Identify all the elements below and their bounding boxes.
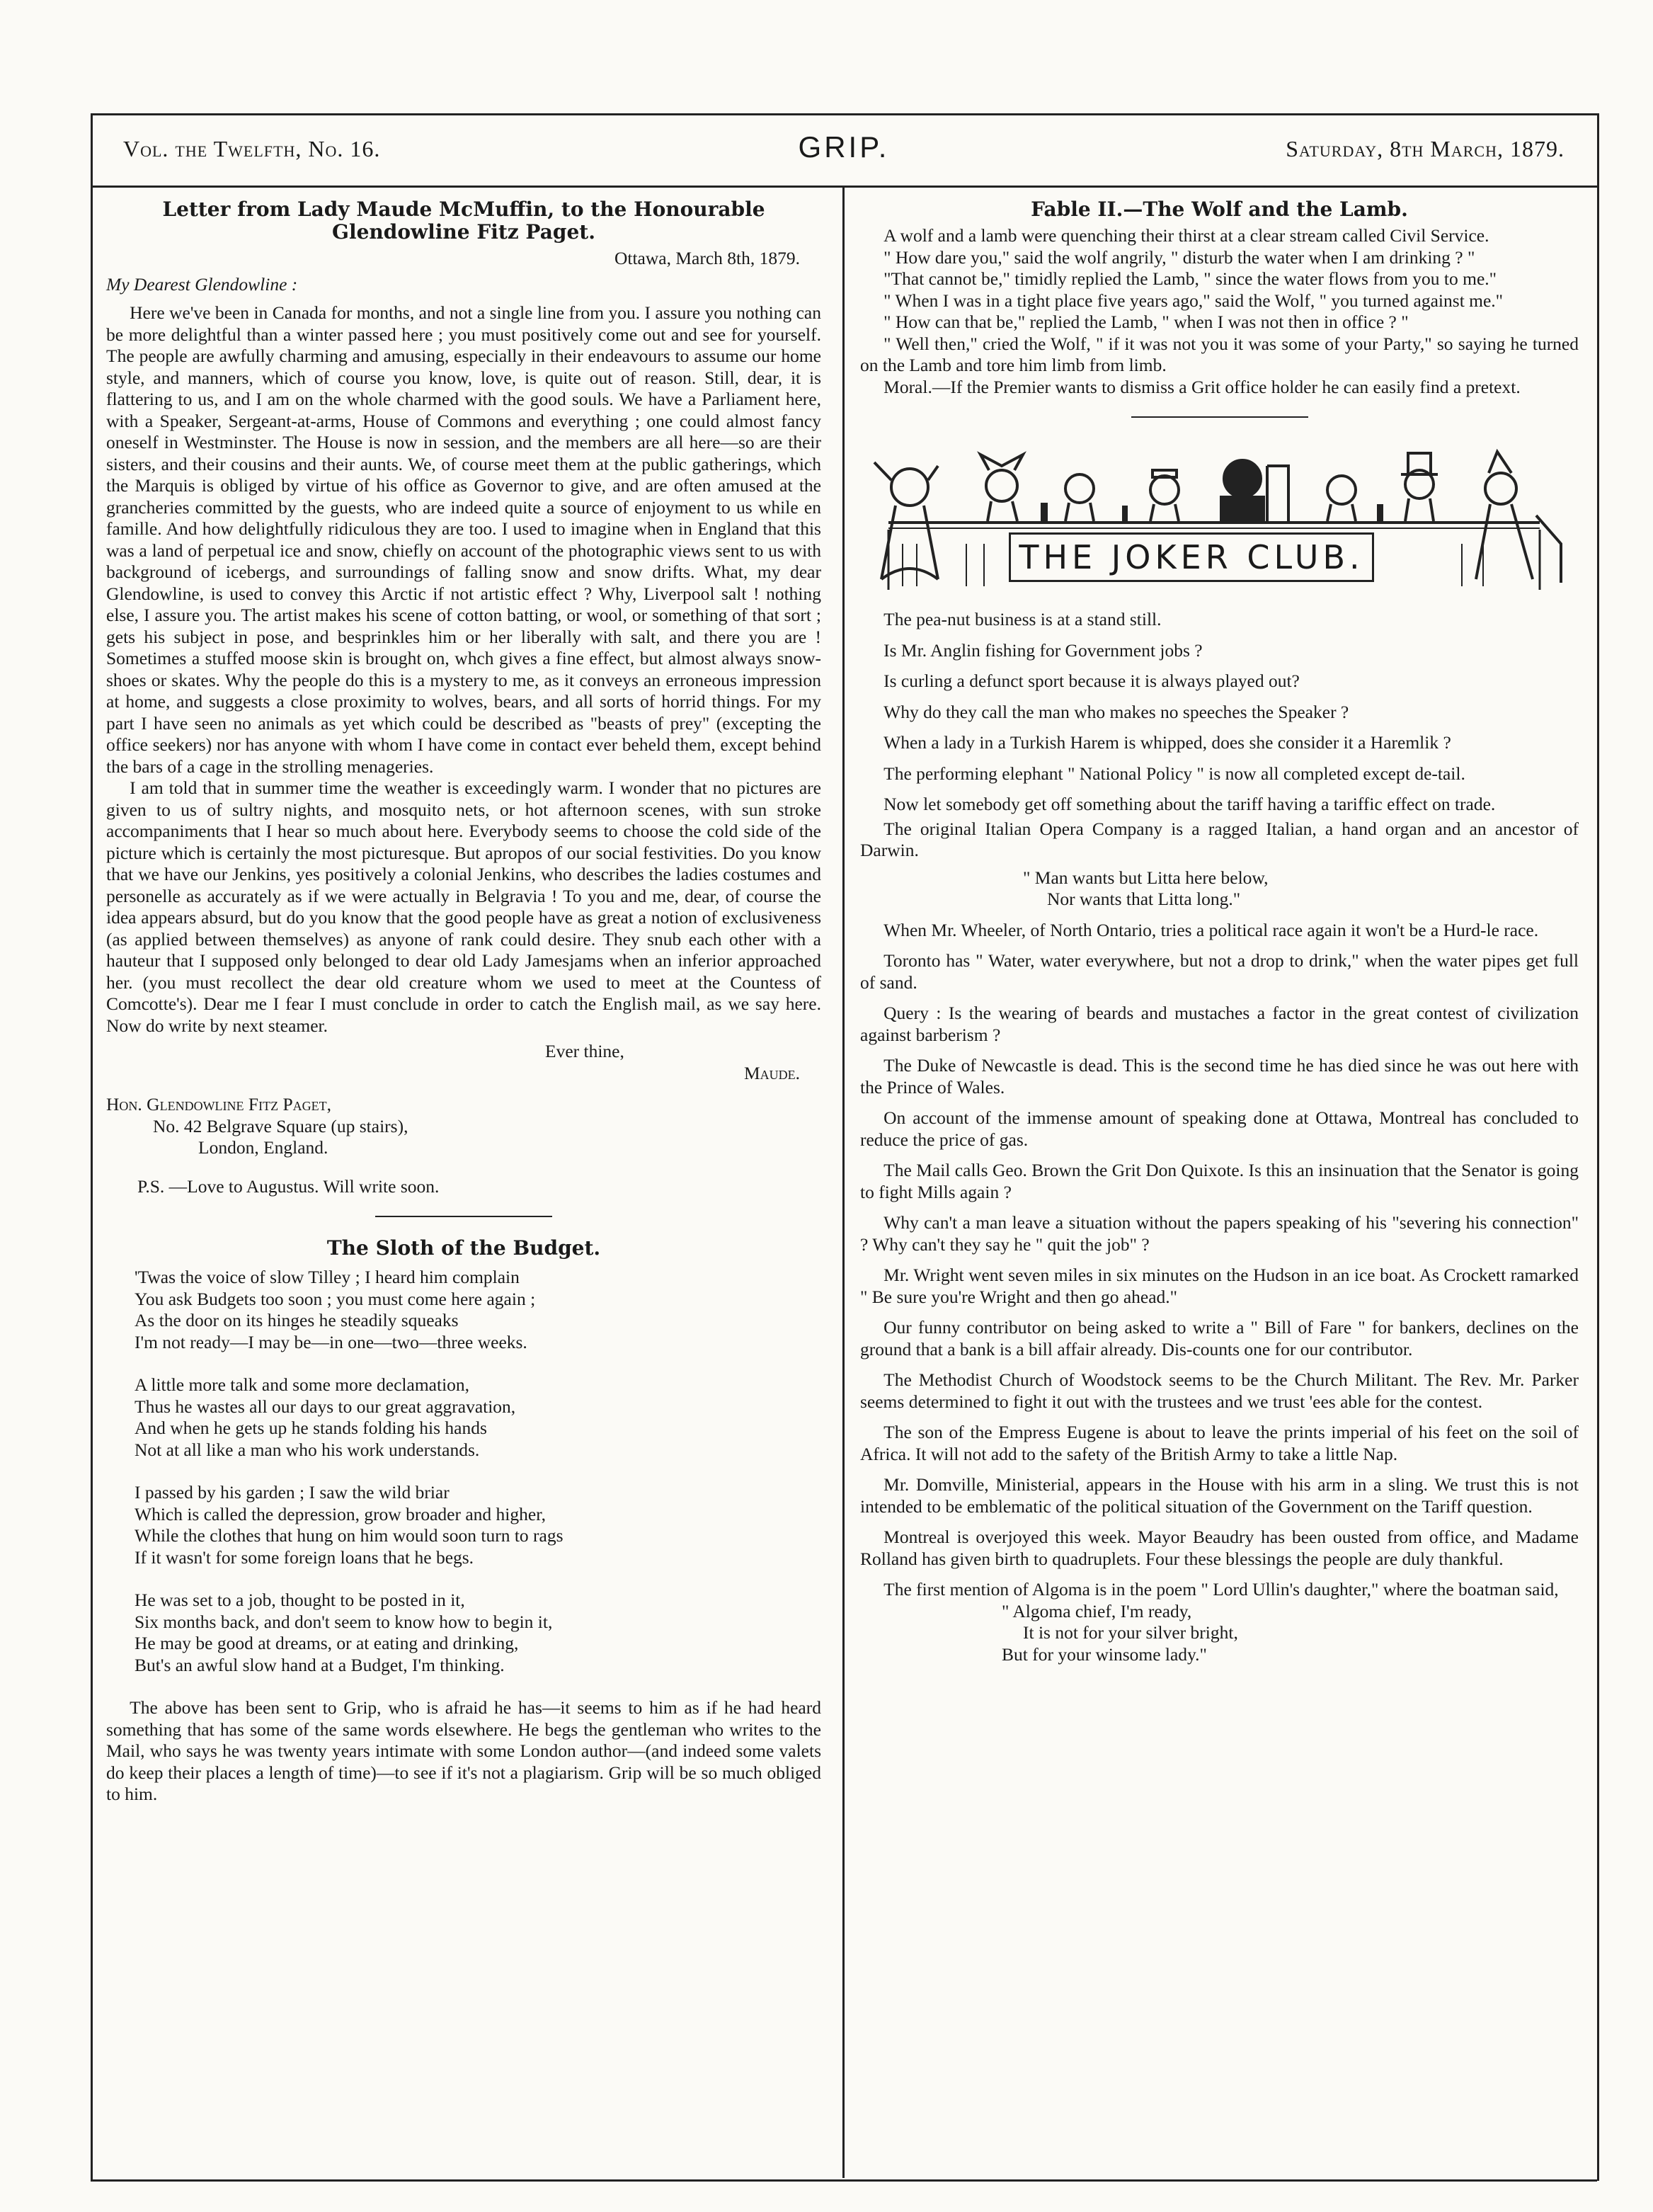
bottom-rule xyxy=(91,2179,1597,2182)
letter-signature: Maude. xyxy=(743,1062,800,1083)
joke-item: The pea-nut business is at a stand still. xyxy=(883,609,1162,629)
joke-item: The original Italian Opera Company is a ragged Italian, a hand organ and an ancestor of Darwin. xyxy=(860,818,1579,860)
left-column xyxy=(106,198,821,1806)
fable-paragraph: " When I was in a tight place five years ago," said the Wolf, " you turned against me." xyxy=(883,290,1504,311)
poem-line: Not at all like a man who his work understands. xyxy=(135,1439,480,1460)
sloth-title: The Sloth of the Budget. xyxy=(326,1236,601,1260)
volume-number: Vol. the Twelfth, No. 16. xyxy=(123,136,381,161)
poem-line: If it wasn't for some foreign loans that he begs. xyxy=(135,1546,474,1568)
poem-line: I passed by his garden ; I saw the wild briar xyxy=(135,1482,450,1503)
joke-item: The performing elephant " National Policy " is now all completed except de-tail. xyxy=(883,763,1465,784)
poem-line: Thus he wastes all our days to our great aggravation, xyxy=(135,1396,516,1417)
joke-item: Mr. Domville, Ministerial, appears in the House with his arm in a sling. We trust this is not intended to be emblematic of the political situation of the Government on the Tariff question. xyxy=(860,1474,1579,1517)
joke-item: Is curling a defunct sport because it is always played out? xyxy=(883,671,1300,691)
poem-line: You ask Budgets too soon ; you must come here again ; xyxy=(135,1288,536,1309)
masthead xyxy=(91,126,1597,176)
quote-line: " Man wants but Litta here below, xyxy=(1023,867,1269,888)
joke-item: Now let somebody get off something about the tariff having a tariffic effect on trade. xyxy=(883,794,1496,814)
quote-line: It is not for your silver bright, xyxy=(1023,1622,1238,1643)
letter-postscript: P.S. —Love to Augustus. Will write soon. xyxy=(137,1175,440,1197)
algoma-quote xyxy=(860,1601,1579,1666)
poem-line: Which is called the depression, grow broader and higher, xyxy=(135,1503,547,1524)
joke-item: The Mail calls Geo. Brown the Grit Don Quixote. Is this an insinuation that the Senator is going to fight Mills again ? xyxy=(860,1160,1579,1202)
joke-item: Toronto has " Water, water everywhere, but not a drop to drink," when the water pipes get full of sand. xyxy=(860,950,1579,993)
fable-paragraph: "That cannot be," timidly replied the Lamb, " since the water flows from you to me." xyxy=(883,268,1497,289)
letter-address-line: No. 42 Belgrave Square (up stairs), xyxy=(153,1115,408,1136)
joke-item: Montreal is overjoyed this week. Mayor Beaudry has been ousted from office, and Madame Rolland has given birth to quadruplets. Four these blessings the people are duly thankful. xyxy=(860,1527,1579,1569)
joke-item: Mr. Wright went seven miles in six minutes on the Hudson in an ice boat. As Crockett ramarked " Be sure you're Wright and then go ahead." xyxy=(860,1265,1579,1307)
letter-paragraph: I am told that in summer time the weather is exceedingly warm. I wonder that no pictures are given to us of sultry nights, and mosquito nets, or hot afternoon scenes, with sun stroke accompaniments that I hear so much about here. Everybody seems to choose the cold side of the picture which is certainly the most picturesque. But apropos of our social festivities. Do you know that we have our Jenkins, yes positively a colonial Jenkins, who describes the ladies costumes and personelle as accurately as if we were actually in Belgravia ! To you and me, dear, of course the idea appears absurd, but do you know that the good people have as great a notion of exclusiveness (as applied between themselves) as anyone of rank could desire. They snub each other with a hauteur that I supposed only belonged to dear old Lady Jamesjams when an inferior approached her. (you must recollect the dear old creature whom we used to meet at the Countess of Comcotte's). Dear me I fear I must conclude in order to catch the English mail, as we say here. Now do write by next steamer. xyxy=(106,777,821,1036)
poem-stanza xyxy=(106,1267,821,1353)
joker-club-banner: THE JOKER CLUB. xyxy=(1009,532,1374,582)
joke-item: The first mention of Algoma is in the poem " Lord Ullin's daughter," where the boatman said, xyxy=(883,1579,1559,1600)
poem-line: And when he gets up he stands folding his hands xyxy=(135,1418,487,1438)
sloth-note: The above has been sent to Grip, who is afraid he has—it seems to him as if he had heard something that has some of the same words elsewhere. He begs the gentleman who writes to the Mail, who says he was twenty years intimate with some London author—(and indeed some valets do keep their places a length of time)—to see if it's not a plagiarism. Grip will be so much obliged to him. xyxy=(106,1697,821,1804)
fable-paragraph: " Well then," cried the Wolf, " if it was not you it was some of your Party," so saying he turned on the Lamb and tore him limb from limb. xyxy=(860,333,1579,375)
letter-salutation: My Dearest Glendowline : xyxy=(106,273,298,295)
litta-quote xyxy=(860,867,1579,911)
letter-closing: Ever thine, xyxy=(545,1041,624,1061)
letter-dateline: Ottawa, March 8th, 1879. xyxy=(614,248,800,268)
poem-line: 'Twas the voice of slow Tilley ; I heard him complain xyxy=(135,1267,520,1287)
joke-item: When a lady in a Turkish Harem is whipped, does she consider it a Haremlik ? xyxy=(883,732,1451,753)
letter-address-line: Hon. Glendowline Fitz Paget, xyxy=(106,1094,331,1114)
poem-line: Six months back, and don't seem to know how to begin it, xyxy=(135,1611,553,1632)
poem-line: But's an awful slow hand at a Budget, I'm thinking. xyxy=(135,1654,505,1675)
joker-club-illustration xyxy=(860,438,1579,593)
poem-line: As the door on its hinges he steadily squeaks xyxy=(135,1310,459,1330)
sloth-poem xyxy=(106,1267,821,1676)
joke-item: The Duke of Newcastle is dead. This is the second time he has died since he was out here with the Prince of Wales. xyxy=(860,1055,1579,1098)
letter-address-line: London, England. xyxy=(198,1137,328,1158)
joke-item: The son of the Empress Eugene is about to leave the prints imperial of his feet on the soil of Africa. It will not add to the safety of the British Army to take a little Nap. xyxy=(860,1422,1579,1464)
joke-item: Why can't a man leave a situation without the papers speaking of his "severing his connection" ? Why can't they say he " quit the job" ? xyxy=(860,1212,1579,1255)
right-column xyxy=(860,198,1579,1665)
newspaper-title: GRIP. xyxy=(798,130,890,164)
joke-item: Is Mr. Anglin fishing for Government jobs ? xyxy=(883,639,1203,661)
poem-stanza xyxy=(106,1590,821,1676)
joke-item: Our funny contributor on being asked to write a " Bill of Fare " for bankers, declines on the ground that a bank is a bill affair already. Dis-counts one for our contributor. xyxy=(860,1317,1579,1359)
fable-paragraph: " How can that be," replied the Lamb, " when I was not then in office ? " xyxy=(883,312,1409,332)
quote-line: But for your winsome lady." xyxy=(1002,1643,1207,1665)
quote-line: Nor wants that Litta long." xyxy=(1047,889,1241,909)
jester-figure-left xyxy=(874,462,938,579)
joke-item: When Mr. Wheeler, of North Ontario, tries a political race again it won't be a Hurd-le race. xyxy=(883,919,1539,940)
joke-item: Why do they call the man who makes no speeches the Speaker ? xyxy=(883,701,1349,722)
joke-item: On account of the immense amount of speaking done at Ottawa, Montreal has concluded to reduce the price of gas. xyxy=(860,1107,1579,1150)
poem-line: He was set to a job, thought to be posted in it, xyxy=(135,1590,465,1610)
poem-line: A little more talk and some more declamation, xyxy=(135,1374,470,1395)
fable-paragraph: " How dare you," said the wolf angrily, " disturb the water when I am drinking ? " xyxy=(883,246,1475,268)
joke-item: Query : Is the wearing of beards and mustaches a factor in the great contest of civilization against barberism ? xyxy=(860,1003,1579,1045)
section-rule xyxy=(375,1216,552,1217)
issue-date: Saturday, 8th March, 1879. xyxy=(1286,136,1565,161)
fable-moral: Moral.—If the Premier wants to dismiss a Grit office holder he can easily find a pretext. xyxy=(883,376,1521,397)
letter-paragraph: Here we've been in Canada for months, and not a single line from you. I assure you nothing can be more delightful than a winter passed here ; you must positively come out and see for yourself. The people are awfully charming and amusing, especially in their endeavours to assume our home style, and manners, which of course you know, love, is quite out of reason. Still, dear, it is flattering to us, and I am on the whole charmed with the good souls. We have a Parliament here, with a Speaker, Sergeant-at-arms, House of Commons and everything ; one could almost fancy oneself in Westminster. The House is now in session, and the members are all here—so are their sisters, and their cousins and their aunts. We, of course meet them at the public gatherings, which the Marquis is obliged by virtue of his office as Governor to give, and are often amused at the grancheries committed by the guests, who are indeed quite a source of enjoyment to us while en famille. And how delightfully ridiculous they are too. I used to imagine when in England that this was a land of perpetual ice and snow, chiefly on account of the photographic views sent to us with background of icebergs, and surroundings of falling snow and snow drifts. What, my dear Glendowline, is used to convey this Arctic if not artistic effect ? Why, Liverpool salt ! nothing else, I assure you. The artist makes his scene of cotton batting, or wool, or something of that sort ; gets his subject in pose, and besprinkles him or her liberally with salt, and there you are ! Sometimes a stuffed moose skin is brought on, whch gives a fine effect, but almost always snow-shoes or skates. Why the people do this is a mystery to me, as it conveys an erroneous impression at home, and suggests a close proximity to wolves, bears, and all sorts of horrid things. For my part I have seen no animals as yet which could be described as "beasts of prey" (excepting the office seekers) nor has anyone with whom I have come in contact ever beheld them, except behind the bars of a cage in the strolling menageries. xyxy=(106,302,821,777)
poem-line: He may be good at dreams, or at eating and drinking, xyxy=(135,1633,519,1653)
fable-paragraph: A wolf and a lamb were quenching their thirst at a clear stream called Civil Service. xyxy=(883,225,1489,246)
fable-title: Fable II.—The Wolf and the Lamb. xyxy=(1031,198,1408,221)
section-rule xyxy=(1131,416,1308,418)
column-divider xyxy=(842,187,845,2178)
poem-line: I'm not ready—I may be—in one—two—three weeks. xyxy=(135,1331,527,1352)
quote-line: " Algoma chief, I'm ready, xyxy=(1002,1600,1192,1621)
poem-stanza xyxy=(106,1482,821,1568)
joke-item: The Methodist Church of Woodstock seems to be the Church Militant. The Rev. Mr. Parker seems determined to fight it out with the trustees and we trust 'ees able for the contest. xyxy=(860,1369,1579,1412)
poem-stanza xyxy=(106,1374,821,1461)
letter-title: Letter from Lady Maude McMuffin, to the Honourable Glendowline Fitz Paget. xyxy=(162,198,765,244)
poem-line: While the clothes that hung on him would soon turn to rags xyxy=(135,1525,564,1546)
